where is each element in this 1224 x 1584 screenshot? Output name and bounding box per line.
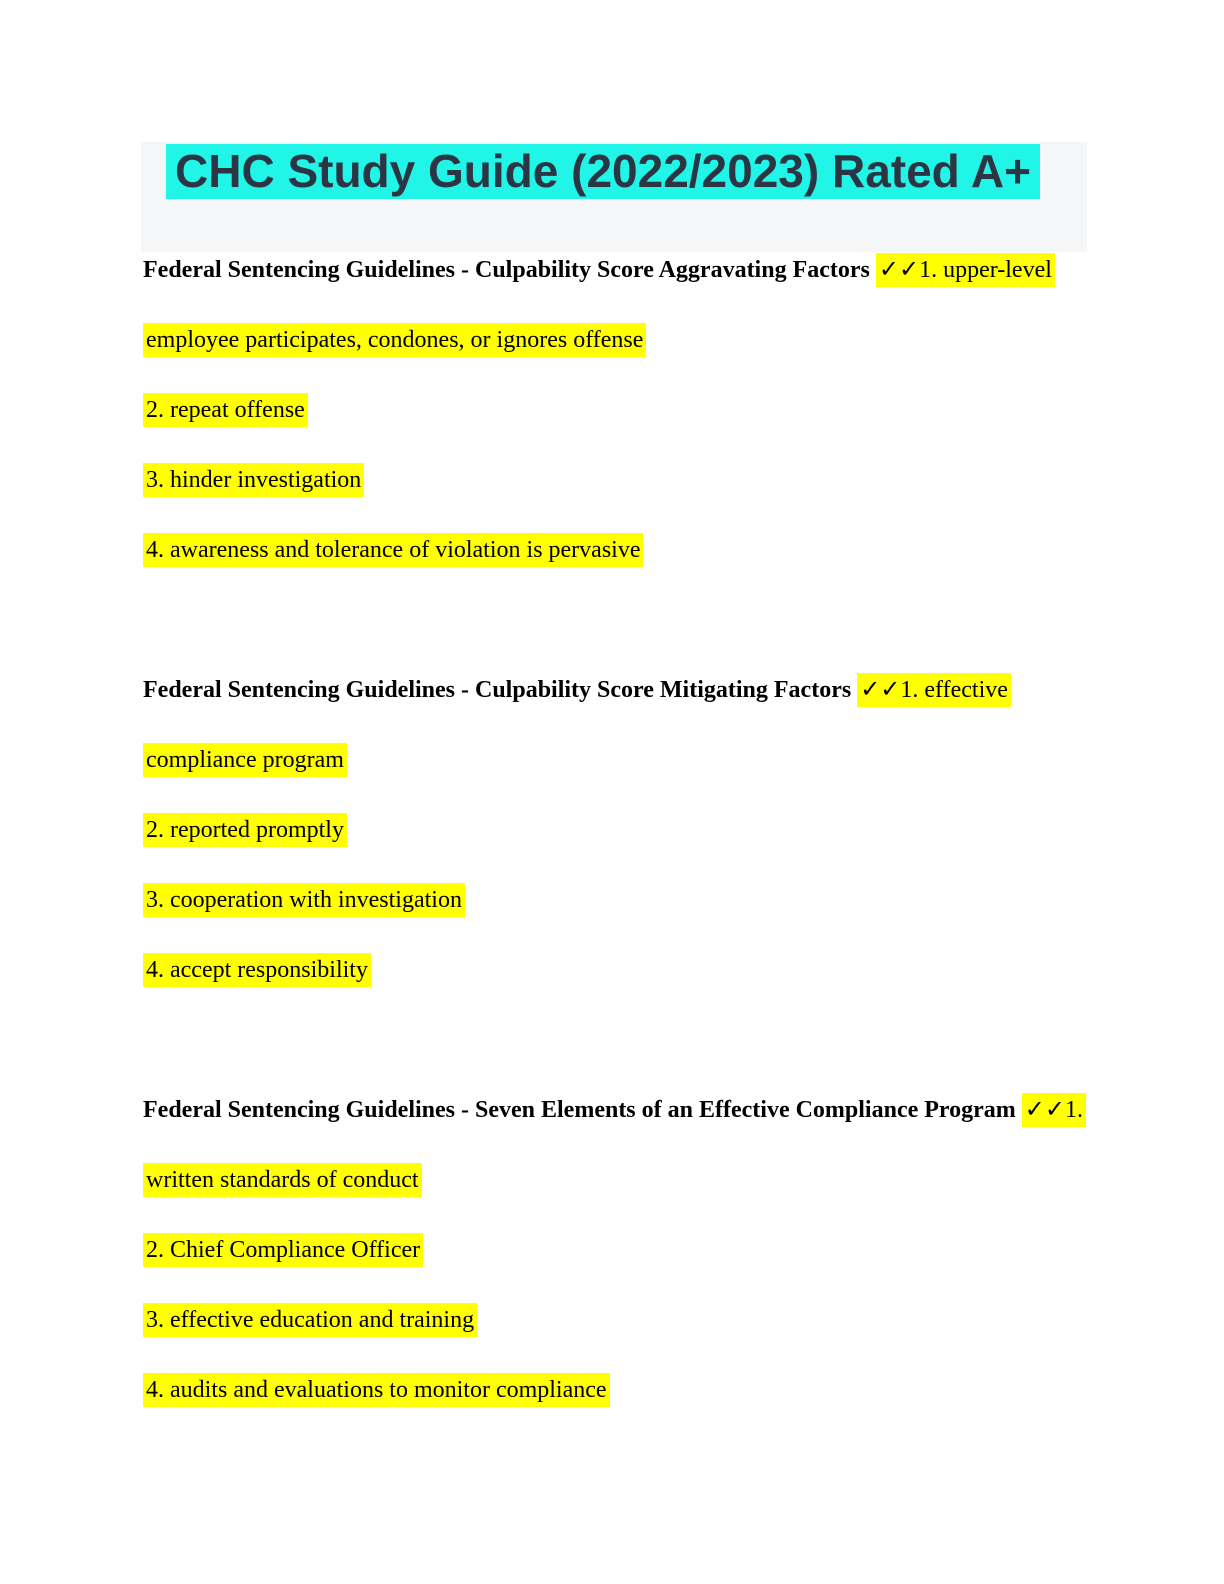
- answer-line: [143, 865, 1183, 935]
- answer-line: [143, 375, 1183, 445]
- answer-highlight: ✓✓1. upper-level: [876, 253, 1055, 287]
- document-body: [143, 235, 1183, 1425]
- answer-highlight: 2. reported promptly: [143, 813, 347, 847]
- qa-question-line: [143, 1075, 1183, 1145]
- answer-line: [143, 1355, 1183, 1425]
- answer-highlight: 4. accept responsibility: [143, 953, 371, 987]
- blank-line: [143, 585, 1183, 655]
- answer-highlight: 3. hinder investigation: [143, 463, 364, 497]
- answer-highlight: employee participates, condones, or ignores offense: [143, 323, 646, 357]
- answer-highlight: written standards of conduct: [143, 1163, 422, 1197]
- answer-highlight: 4. awareness and tolerance of violation is pervasive: [143, 533, 643, 567]
- answer-line: [143, 1285, 1183, 1355]
- question-text: Federal Sentencing Guidelines - Culpability Score Aggravating Factors: [143, 257, 870, 283]
- answer-line: [143, 1215, 1183, 1285]
- answer-highlight: 2. Chief Compliance Officer: [143, 1233, 423, 1267]
- answer-highlight: compliance program: [143, 743, 347, 777]
- answer-highlight: 3. effective education and training: [143, 1303, 477, 1337]
- answer-line: [143, 1145, 1183, 1215]
- page-title: CHC Study Guide (2022/2023) Rated A+: [166, 144, 1040, 199]
- answer-line: [143, 795, 1183, 865]
- question-text: Federal Sentencing Guidelines - Culpability Score Mitigating Factors: [143, 677, 852, 703]
- answer-highlight: ✓✓1.: [1022, 1093, 1086, 1127]
- answer-highlight: 2. repeat offense: [143, 393, 308, 427]
- answer-highlight: 3. cooperation with investigation: [143, 883, 465, 917]
- answer-line: [143, 445, 1183, 515]
- answer-line: [143, 935, 1183, 1005]
- answer-highlight: ✓✓1. effective: [857, 673, 1011, 707]
- blank-line: [143, 1005, 1183, 1075]
- qa-question-line: [143, 235, 1183, 305]
- answer-line: [143, 515, 1183, 585]
- question-text: Federal Sentencing Guidelines - Seven Elements of an Effective Compliance Program: [143, 1097, 1016, 1123]
- qa-question-line: [143, 655, 1183, 725]
- answer-highlight: 4. audits and evaluations to monitor compliance: [143, 1373, 610, 1407]
- answer-line: [143, 305, 1183, 375]
- answer-line: [143, 725, 1183, 795]
